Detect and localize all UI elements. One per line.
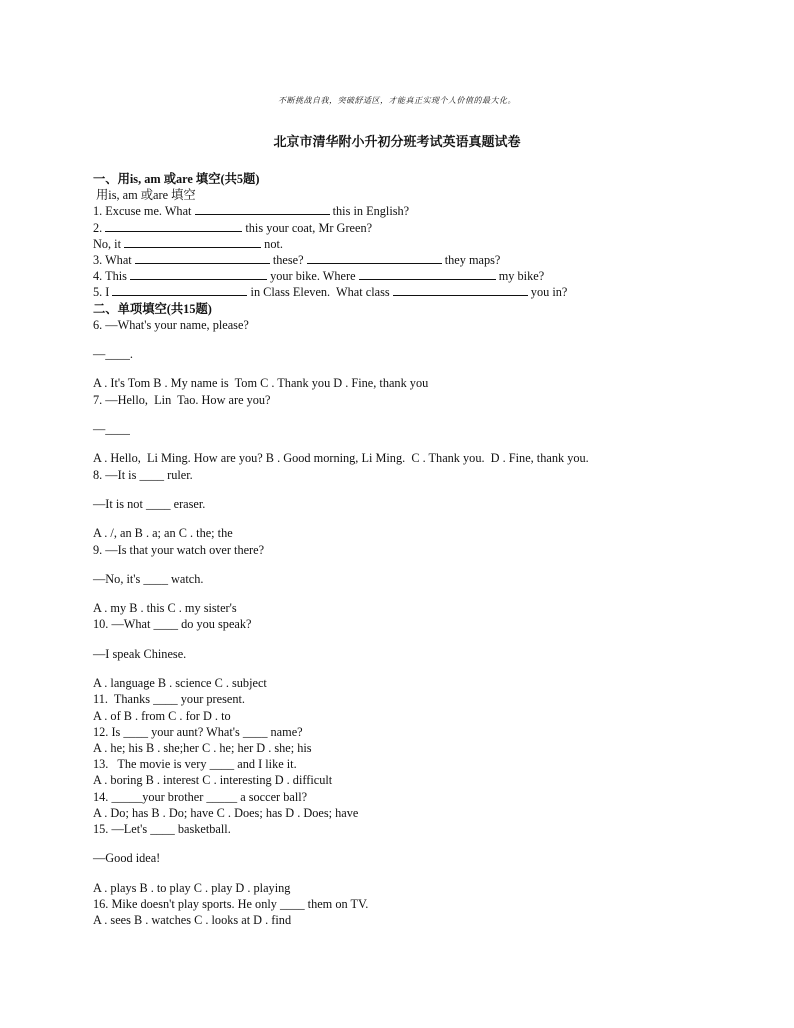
- question-13: 13. The movie is very ____ and I like it.: [93, 757, 297, 772]
- question-5: [93, 284, 653, 300]
- question-1: [93, 203, 653, 219]
- question-text: your bike. Where: [267, 269, 359, 284]
- question-12-options: A . he; his B . she;her C . he; her D . she; his: [93, 740, 312, 755]
- question-text: No, it: [93, 236, 125, 251]
- question-14-options: A . Do; has B . Do; have C . Does; has D . Does; have: [93, 805, 359, 820]
- question-6: 6. —What's your name, please?: [93, 317, 249, 332]
- answer-blank: [105, 220, 242, 232]
- answer-blank: [393, 284, 528, 296]
- question-text: in Class Eleven. What class: [247, 285, 393, 300]
- question-15: 15. —Let's ____ basketball.: [93, 821, 231, 836]
- question-13-options: A . boring B . interest C . interesting D . difficult: [93, 773, 333, 788]
- question-text: 4. This: [93, 269, 131, 284]
- question-10: 10. —What ____ do you speak?: [93, 617, 252, 632]
- spacer: [93, 408, 653, 421]
- question-2: [93, 220, 653, 236]
- spacer: [93, 333, 653, 346]
- answer-blank: [130, 268, 267, 280]
- spacer: [93, 837, 653, 850]
- spacer: [93, 362, 653, 375]
- question-16-options: A . sees B . watches C . looks at D . find: [93, 913, 292, 927]
- question-12: 12. Is ____ your aunt? What's ____ name?: [93, 724, 303, 739]
- page-motto: 不断挑战自我，突破舒适区，才能真正实现个人价值的最大化。: [278, 96, 516, 105]
- question-15-options: A . plays B . to play C . play D . playing: [93, 880, 291, 895]
- spacer: [93, 587, 653, 600]
- section-heading-2: 二、单项填空(共15题): [93, 301, 212, 316]
- question-9-options: A . my B . this C . my sister's: [93, 601, 237, 616]
- answer-blank: [124, 236, 261, 248]
- question-8-options: A . /, an B . a; an C . the; the: [93, 526, 233, 541]
- question-10-options: A . language B . science C . subject: [93, 676, 267, 691]
- spacer: [93, 866, 653, 879]
- exam-content: [93, 171, 653, 928]
- question-9: 9. —Is that your watch over there?: [93, 542, 265, 557]
- question-6-options: A . It's Tom B . My name is Tom C . Thank you D . Fine, thank you: [93, 376, 429, 391]
- question-text: this in English?: [329, 204, 410, 219]
- question-15-response: —Good idea!: [93, 851, 161, 866]
- question-text: these?: [269, 252, 307, 267]
- answer-blank: [112, 284, 247, 296]
- question-7-response: —____: [93, 422, 130, 436]
- spacer: [93, 512, 653, 525]
- spacer: [93, 483, 653, 496]
- question-text: 1. Excuse me. What: [93, 204, 195, 219]
- question-text: you in?: [527, 285, 568, 300]
- question-11: 11. Thanks ____ your present.: [93, 692, 245, 707]
- question-text: my bike?: [495, 269, 545, 284]
- question-11-options: A . of B . from C . for D . to: [93, 708, 231, 723]
- question-text: 3. What: [93, 252, 135, 267]
- section-instruction: 用is, am 或are 填空: [96, 188, 196, 203]
- section-heading-1: 一、用is, am 或are 填空(共5题): [93, 172, 260, 186]
- answer-blank: [307, 252, 442, 264]
- question-text: this your coat, Mr Green?: [242, 220, 373, 235]
- question-10-response: —I speak Chinese.: [93, 646, 187, 661]
- question-text: they maps?: [441, 252, 501, 267]
- question-text: 5. I: [93, 285, 113, 300]
- question-7-options: A . Hello, Li Ming. How are you? B . Good morning, Li Ming. C . Thank you. D . Fine, thank you.: [93, 451, 589, 466]
- question-14: 14. _____your brother _____ a soccer ball?: [93, 789, 308, 804]
- spacer: [93, 558, 653, 571]
- spacer: [93, 633, 653, 646]
- spacer: [93, 662, 653, 675]
- question-3: [93, 252, 653, 268]
- question-text: 2.: [93, 220, 106, 235]
- answer-blank: [195, 203, 330, 215]
- question-9-response: —No, it's ____ watch.: [93, 571, 204, 586]
- question-16: 16. Mike doesn't play sports. He only ____ them on TV.: [93, 896, 369, 911]
- answer-blank: [135, 252, 270, 264]
- question-text: not.: [261, 236, 283, 251]
- question-7: 7. —Hello, Lin Tao. How are you?: [93, 392, 271, 407]
- question-8-response: —It is not ____ eraser.: [93, 496, 206, 511]
- spacer: [93, 437, 653, 450]
- question-4: [93, 268, 653, 284]
- question-8: 8. —It is ____ ruler.: [93, 467, 193, 482]
- question-6-response: —____.: [93, 347, 133, 362]
- answer-blank: [359, 268, 496, 280]
- question-2-continued: [93, 236, 653, 252]
- page-title: 北京市清华附小升初分班考试英语真题试卷: [273, 134, 521, 149]
